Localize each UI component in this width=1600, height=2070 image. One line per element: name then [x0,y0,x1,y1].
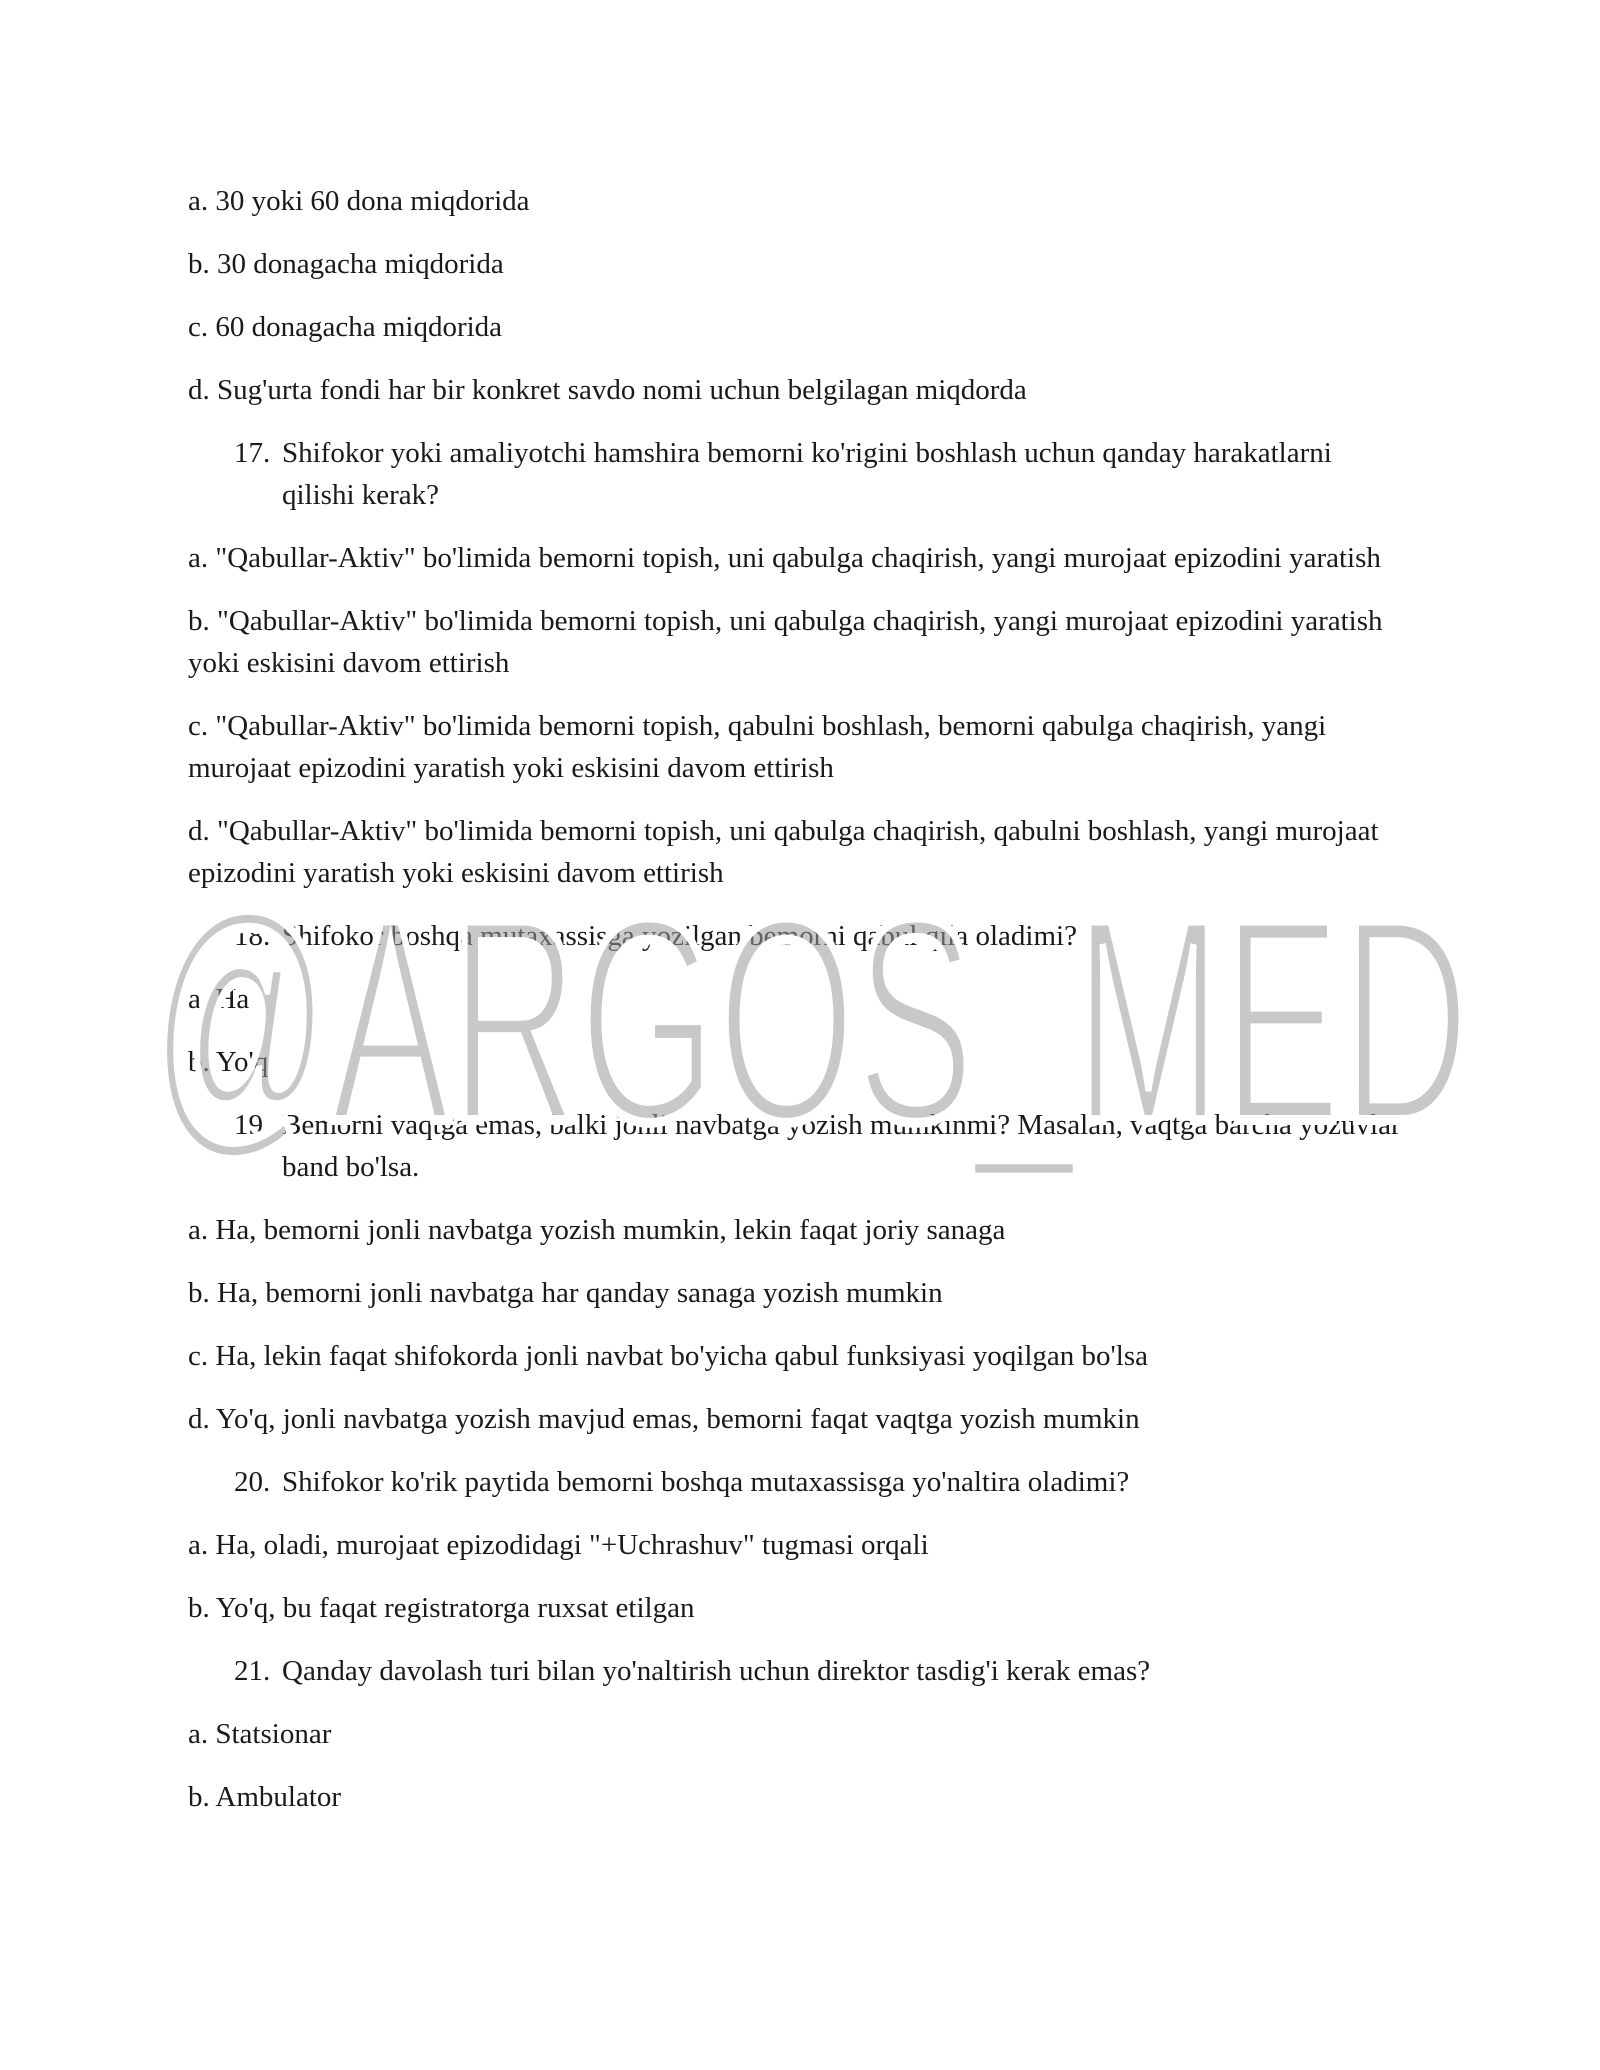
watermark-text: @ARGOS_MED [150,880,1470,1180]
question-text: Shifokor ko'rik paytida bemorni boshqa mutaxassisga yo'naltira oladimi? [282,1466,1130,1498]
answer-option: c. Ha, lekin faqat shifokorda jonli navbat bo'yicha qabul funksiyasi yoqilgan bo'lsa [188,1340,1148,1372]
question-number: 20. [234,1466,271,1498]
watermark-inner-stroke: @ARGOS_MED [150,880,1470,1180]
answer-option: b. Yo'q, bu faqat registratorga ruxsat etilgan [188,1592,695,1624]
answer-option: a. Statsionar [188,1718,332,1750]
question-number: 17. [234,437,271,469]
answer-option: a. 30 yoki 60 dona miqdorida [188,185,530,217]
question-20 [188,1461,1408,1503]
answer-option: c. "Qabullar-Aktiv" bo'limida bemorni topish, qabulni boshlash, bemorni qabulga chaqirish, yangi murojaat epizodini yaratish yoki eskisini davom ettirish [188,710,1327,784]
answer-option: b. Ambulator [188,1781,342,1813]
answer-option: b. 30 donagacha miqdorida [188,248,504,280]
answer-option: d. Sug'urta fondi har bir konkret savdo nomi uchun belgilagan miqdorda [188,374,1027,406]
answer-option: c. 60 donagacha miqdorida [188,311,503,343]
answer-option: b. Yo'q [188,1046,269,1078]
answer-option: a. "Qabullar-Aktiv" bo'limida bemorni topish, uni qabulga chaqirish, yangi murojaat epizodini yaratish [188,542,1381,574]
answer-option: b. Ha, bemorni jonli navbatga har qanday sanaga yozish mumkin [188,1277,943,1309]
question-number: 19. [234,1109,271,1141]
answer-option: a. Ha, oladi, murojaat epizodidagi "+Uchrashuv" tugmasi orqali [188,1529,929,1561]
question-text: Shifokor yoki amaliyotchi hamshira bemorni ko'rigini boshlash uchun qanday harakatlarni qilishi kerak? [282,437,1332,511]
answer-option: d. "Qabullar-Aktiv" bo'limida bemorni topish, uni qabulga chaqirish, qabulni boshlash, yangi murojaat epizodini yaratish yoki eskisini davom ettirish [188,815,1379,889]
question-text: Shifokor boshqa mutaxassisga yozilgan bemorni qabul qila oladimi? [282,920,1077,952]
question-21 [188,1650,1408,1692]
answer-option: b. "Qabullar-Aktiv" bo'limida bemorni topish, uni qabulga chaqirish, yangi murojaat epizodini yaratish yoki eskisini davom ettirish [188,605,1383,679]
question-17 [188,432,1408,516]
question-number: 18. [234,920,271,952]
question-19 [188,1104,1408,1188]
answer-option: a. Ha, bemorni jonli navbatga yozish mumkin, lekin faqat joriy sanaga [188,1214,1006,1246]
question-number: 21. [234,1655,271,1687]
answer-option: a. Ha [188,983,250,1015]
answer-option: d. Yo'q, jonli navbatga yozish mavjud emas, bemorni faqat vaqtga yozish mumkin [188,1403,1140,1435]
question-text: Qanday davolash turi bilan yo'naltirish uchun direktor tasdig'i kerak emas? [282,1655,1151,1687]
quiz-content [188,180,1408,1839]
question-18 [188,915,1408,957]
question-text: Bemorni vaqtga emas, balki jonli navbatga yozish mumkinmi? Masalan, vaqtga barcha yozuvlar band bo'lsa. [282,1109,1401,1183]
